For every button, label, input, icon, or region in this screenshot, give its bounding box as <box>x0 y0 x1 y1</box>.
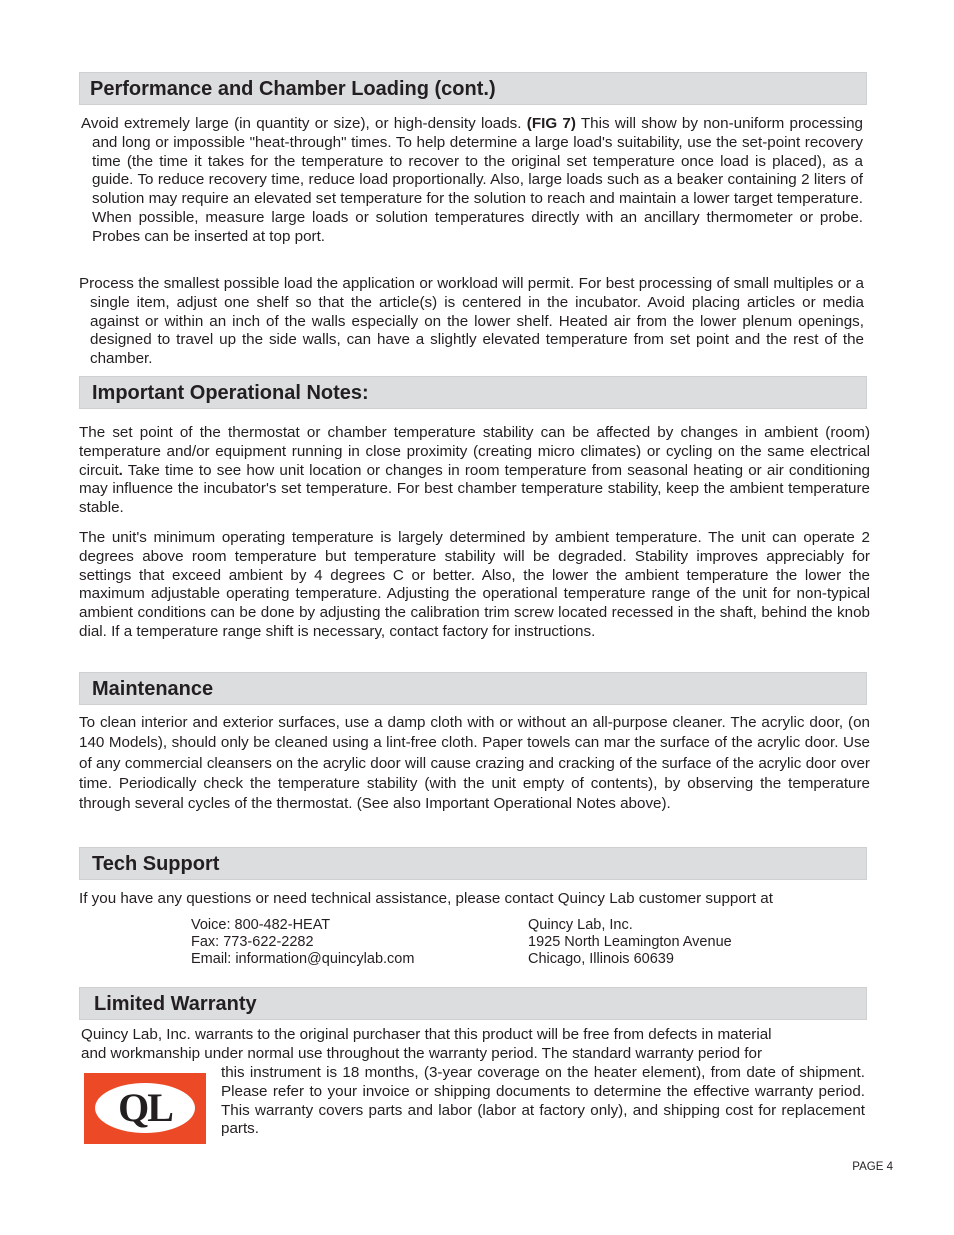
company-name: Quincy Lab, Inc. <box>528 917 633 933</box>
section-title-warranty: Limited Warranty <box>94 993 257 1015</box>
warranty-line-2: and workmanship under normal use throughout the warranty period. The standard warranty period for <box>81 1045 763 1062</box>
email-address: Email: information@quincylab.com <box>191 951 415 967</box>
city-address: Chicago, Illinois 60639 <box>528 951 674 967</box>
operational-paragraph-1 <box>79 424 870 518</box>
voice-number: Voice: 800-482-HEAT <box>191 917 331 933</box>
section-title-operational: Important Operational Notes: <box>92 382 369 404</box>
contact-phone-block <box>191 917 414 968</box>
section-header-operational <box>79 376 867 409</box>
fax-number: Fax: 773-622-2282 <box>191 934 314 950</box>
warranty-line-1: Quincy Lab, Inc. warrants to the original purchaser that this product will be free from defects in material <box>81 1026 772 1043</box>
section-title-maintenance: Maintenance <box>92 678 214 700</box>
warranty-paragraph: this instrument is 18 months, (3-year coverage on the heater element), from date of shipment. Please refer to your invoice or shipping documents to determine the effective warranty period. This warranty covers parts and labor (labor at factory only), and shipping cost for replacement parts. <box>221 1064 865 1138</box>
section-header-tech-support <box>79 847 867 880</box>
operational-period: . <box>118 461 123 479</box>
operational-text-1a: The set point of the thermostat or chamber temperature stability can be affected by changes in ambient (room) temperature and/or equipment running in close proximity (creating micro climates) or cycling on the same electrical circuit <box>79 424 870 479</box>
contact-address-block <box>528 917 732 968</box>
performance-text-1b: This will show by non-uniform processing and long or impossible "heat-through" times. To help determine a large load's suitability, use the set-point recovery time (the time it takes for the temperature to recover to the original set temperature once load is placed), as a guide. To reduce recovery time, reduce load proportionally. Also, large loads such as a beaker containing 2 liters of solution may require an elevated set temperature for the solution to reach and maintain a lower target temperature. When possible, measure large loads or solution temperatures directly with an ancillary thermometer or probe. Probes can be inserted at top port. <box>92 115 863 245</box>
performance-text-1a: Avoid extremely large (in quantity or size), or high-density loads. <box>81 115 527 132</box>
performance-paragraph-1 <box>81 115 863 247</box>
section-header-warranty <box>79 987 867 1020</box>
operational-paragraph-2: The unit's minimum operating temperature is largely determined by ambient temperature. The unit can operate 2 degrees above room temperature but temperature stability will be degraded. Stability improves appreciably for settings that exceed ambient by 4 degrees C or better. Also, the lower the ambient temperature the lower the maximum adjustable operating temperature. Adjusting the operational temperature range of the unit for non-typical ambient conditions can be done by adjusting the calibration trim screw located recessed in the shaft, behind the knob dial. If a temperature range shift is necessary, contact factory for instructions. <box>79 529 870 640</box>
street-address: 1925 North Leamington Avenue <box>528 934 732 950</box>
page-number: PAGE 4 <box>852 1161 893 1173</box>
quincy-lab-logo <box>84 1073 206 1144</box>
tech-support-intro: If you have any questions or need technical assistance, please contact Quincy Lab customer support at <box>79 890 773 907</box>
performance-paragraph-2: Process the smallest possible load the application or workload will permit. For best processing of small multiples or a single item, adjust one shelf so that the article(s) is centered in the incubator. Avoid placing articles or media against or within an inch of the walls especially on the lower shelf. Heated air from the lower plenum openings, designed to travel up the side walls, can have a slightly elevated temperature from set point and the rest of the chamber. <box>79 275 864 368</box>
section-header-maintenance <box>79 672 867 705</box>
section-title-tech-support: Tech Support <box>92 853 220 875</box>
operational-text-1b: Take time to see how unit location or changes in room temperature from seasonal heating or air conditioning may influence the incubator's set temperature. For best chamber temperature stability, keep the ambient temperature stable. <box>79 461 870 517</box>
logo-letters: QL <box>118 1085 172 1130</box>
maintenance-paragraph: To clean interior and exterior surfaces, use a damp cloth with or without an all-purpose cleaner. The acrylic door, (on 140 Models), should only be cleaned using a lint-free cloth. Paper towels can mar the surface of the acrylic door. Use of any commercial cleansers on the acrylic door will cause crazing and cracking of the surface of the acrylic door over time. Periodically check the temperature stability (with the unit empty of contents), by observing the temperature through several cycles of the thermostat. (See also Important Operational Notes above). <box>79 714 870 813</box>
figure-reference: (FIG 7) <box>526 115 576 132</box>
section-header-performance <box>79 72 867 105</box>
section-title-performance: Performance and Chamber Loading (cont.) <box>90 78 496 100</box>
